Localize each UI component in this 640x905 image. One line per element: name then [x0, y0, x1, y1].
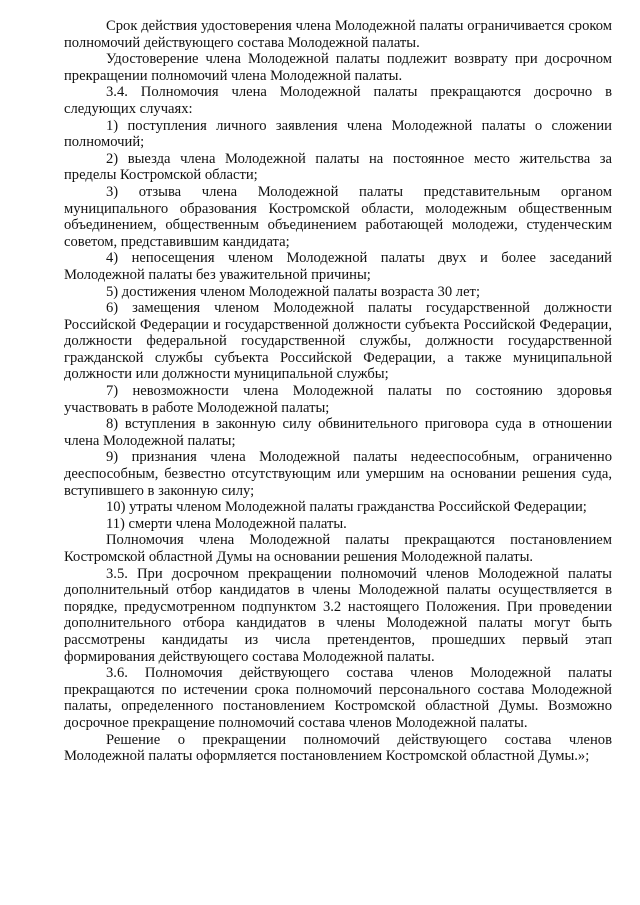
list-item-4: 4) непосещения членом Молодежной палаты двух и более заседаний Молодежной палаты без уважительной причины;	[64, 250, 612, 283]
paragraph-3-6: 3.6. Полномочия действующего состава членов Молодежной палаты прекращаются по истечении срока полномочий персонального состава Молодежной палаты, определенного постановлением Костромской областной Думы. Возможно досрочное прекращение полномочий состава членов Молодежной палаты.	[64, 665, 612, 731]
paragraph-certificate-term: Срок действия удостоверения члена Молодежной палаты ограничивается сроком полномочий действующего состава Молодежной палаты.	[64, 18, 612, 51]
paragraph-3-5: 3.5. При досрочном прекращении полномочий членов Молодежной палаты дополнительный отбор кандидатов в члены Молодежной палаты осуществляется в порядке, предусмотренном подпунктом 3.2 настоящего Положения. При проведении дополнительного отбора кандидатов в члены Молодежной палаты могут быть рассмотрены кандидаты из числа претендентов, прошедших первый этап формирования действующего состава Молодежной палаты.	[64, 565, 612, 665]
list-item-9: 9) признания члена Молодежной палаты недееспособным, ограниченно дееспособным, безвестно отсутствующим или умершим на основании решения суда, вступившего в законную силу;	[64, 449, 612, 499]
list-item-8: 8) вступления в законную силу обвинительного приговора суда в отношении члена Молодежной палаты;	[64, 416, 612, 449]
paragraph-final-decision: Решение о прекращении полномочий действующего состава членов Молодежной палаты оформляется постановлением Костромской областной Думы.»;	[64, 731, 612, 765]
paragraph-certificate-return: Удостоверение члена Молодежной палаты подлежит возврату при досрочном прекращении полномочий члена Молодежной палаты.	[64, 51, 612, 84]
list-item-2: 2) выезда члена Молодежной палаты на постоянное место жительства за пределы Костромской области;	[64, 150, 612, 184]
document-page	[64, 18, 612, 765]
list-item-7: 7) невозможности члена Молодежной палаты по состоянию здоровья участвовать в работе Молодежной палаты;	[64, 383, 612, 416]
list-item-10: 10) утраты членом Молодежной палаты гражданства Российской Федерации;	[106, 499, 587, 516]
list-item-1: 1) поступления личного заявления члена Молодежной палаты о сложении полномочий;	[64, 117, 612, 151]
paragraph-3-4: 3.4. Полномочия члена Молодежной палаты прекращаются досрочно в следующих случаях:	[64, 84, 612, 117]
list-item-3: 3) отзыва члена Молодежной палаты представительным органом муниципального образования Костромской области, молодежным общественным объединением, общественным объединением работающей молодежи, студенческим советом, представившим кандидата;	[64, 183, 612, 250]
list-item-11: 11) смерти члена Молодежной палаты.	[106, 515, 347, 532]
paragraph-termination-resolution: Полномочия члена Молодежной палаты прекращаются постановлением Костромской областной Думы на основании решения Молодежной палаты.	[64, 532, 612, 565]
list-item-5: 5) достижения членом Молодежной палаты возраста 30 лет;	[106, 283, 480, 300]
list-item-6: 6) замещения членом Молодежной палаты государственной должности Российской Федерации и государственной должности субъекта Российской Федерации, должности федеральной государственной службы, должности государственной гражданской службы субъекта Российской Федерации, а также муниципальной должности или должности муниципальной службы;	[64, 300, 612, 383]
